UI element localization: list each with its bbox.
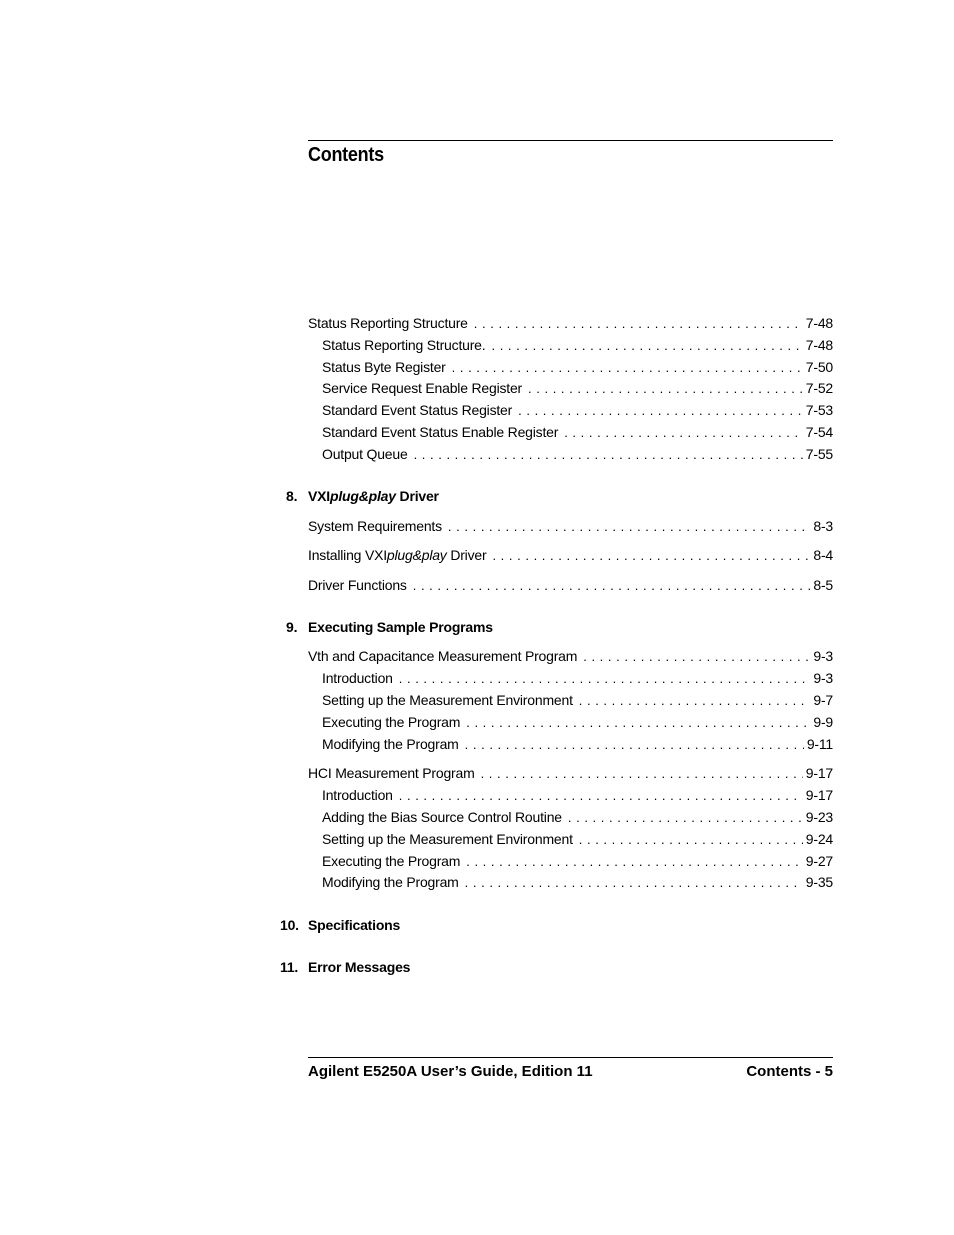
toc-entry-page: 8-5 bbox=[813, 577, 833, 593]
title-italic: plug&play bbox=[386, 547, 447, 563]
leader-dots bbox=[399, 786, 803, 806]
chapter-title: Error Messages bbox=[308, 959, 411, 975]
toc-entry-title: Status Reporting Structure bbox=[308, 315, 468, 331]
toc-entry-title: Output Queue bbox=[322, 446, 408, 462]
toc-entry-page: 7-53 bbox=[805, 402, 833, 418]
toc-entry-page: 9-24 bbox=[805, 831, 833, 847]
toc-entry-title: Service Request Enable Register bbox=[322, 380, 523, 396]
toc-entry-title: Modifying the Program bbox=[322, 874, 459, 890]
toc-entry-title: Status Reporting Structure. bbox=[322, 337, 486, 353]
toc-entry[interactable] bbox=[322, 872, 833, 892]
toc-entry-title: Standard Event Status Enable Register bbox=[322, 424, 559, 440]
leader-dots bbox=[528, 379, 803, 399]
chapter-title-italic: plug&play bbox=[329, 488, 396, 504]
leader-dots bbox=[583, 647, 810, 667]
toc-entry-page: 9-17 bbox=[805, 787, 833, 803]
title-prefix: Installing VXI bbox=[308, 547, 387, 563]
leader-dots bbox=[399, 669, 811, 689]
toc-entry-page: 7-52 bbox=[805, 380, 833, 396]
toc-entry-title: Introduction bbox=[322, 787, 393, 803]
toc-entry[interactable] bbox=[308, 545, 833, 565]
toc-entry-title: Setting up the Measurement Environment bbox=[322, 692, 573, 708]
toc-entry-title: Executing the Program bbox=[322, 714, 461, 730]
chapter-number: 8. bbox=[286, 488, 298, 504]
toc-entry-page: 7-50 bbox=[805, 359, 833, 375]
toc-entry-page: 9-35 bbox=[805, 874, 833, 890]
toc-entry-title: Vth and Capacitance Measurement Program bbox=[308, 648, 578, 664]
leader-dots bbox=[414, 445, 803, 465]
toc-entry-page: 8-3 bbox=[813, 518, 833, 534]
chapter-title-prefix: VXI bbox=[308, 488, 330, 504]
toc-entry-title: Standard Event Status Register bbox=[322, 402, 513, 418]
toc-entry[interactable] bbox=[308, 646, 833, 666]
chapter-heading[interactable] bbox=[286, 486, 439, 506]
toc-entry-title: Adding the Bias Source Control Routine bbox=[322, 809, 562, 825]
footer-document-title: Agilent E5250A User’s Guide, Edition 11 bbox=[308, 1063, 593, 1080]
toc-entry-title: Executing the Program bbox=[322, 853, 461, 869]
toc-entry-page: 9-11 bbox=[806, 736, 833, 752]
leader-dots bbox=[481, 764, 803, 784]
toc-entry[interactable] bbox=[322, 712, 833, 732]
toc-entry[interactable] bbox=[322, 690, 833, 710]
toc-entry-title: Introduction bbox=[322, 670, 393, 686]
toc-entry-page: 7-48 bbox=[805, 315, 833, 331]
leader-dots bbox=[466, 713, 810, 733]
toc-entry[interactable] bbox=[322, 422, 833, 442]
toc-entry[interactable] bbox=[322, 829, 833, 849]
toc-entry-page: 7-55 bbox=[805, 446, 833, 462]
toc-entry-page: 7-48 bbox=[805, 337, 833, 353]
leader-dots bbox=[579, 691, 811, 711]
toc-entry[interactable] bbox=[308, 763, 833, 783]
footer-page-number: Contents - 5 bbox=[746, 1063, 833, 1080]
toc-entry-page: 9-3 bbox=[813, 670, 833, 686]
leader-dots bbox=[452, 358, 803, 378]
toc-entry-page: 8-4 bbox=[813, 547, 833, 563]
chapter-title: Executing Sample Programs bbox=[308, 619, 493, 635]
leader-dots bbox=[492, 546, 810, 566]
chapter-title-suffix: Driver bbox=[395, 488, 439, 504]
toc-entry-title: Setting up the Measurement Environment bbox=[322, 831, 573, 847]
title-suffix: Driver bbox=[446, 547, 487, 563]
toc-entry[interactable] bbox=[322, 357, 833, 377]
leader-dots bbox=[448, 517, 810, 537]
toc-entry[interactable] bbox=[322, 378, 833, 398]
toc-entry-page: 7-54 bbox=[805, 424, 833, 440]
leader-dots bbox=[491, 336, 802, 356]
leader-dots bbox=[466, 852, 803, 872]
toc-entry[interactable] bbox=[308, 516, 833, 536]
toc-entry[interactable] bbox=[322, 851, 833, 871]
toc-entry-page: 9-17 bbox=[805, 765, 833, 781]
toc-entry-page: 9-27 bbox=[805, 853, 833, 869]
toc-entry-page: 9-9 bbox=[813, 714, 833, 730]
chapter-number: 10. bbox=[280, 917, 299, 933]
leader-dots bbox=[564, 423, 803, 443]
toc-entry[interactable] bbox=[322, 785, 833, 805]
chapter-number: 11. bbox=[280, 959, 299, 975]
header-rule bbox=[308, 140, 833, 141]
leader-dots bbox=[579, 830, 803, 850]
leader-dots bbox=[413, 576, 811, 596]
toc-entry-title: Driver Functions bbox=[308, 577, 407, 593]
toc-entry-title: System Requirements bbox=[308, 518, 442, 534]
chapter-heading[interactable] bbox=[286, 617, 493, 637]
chapter-heading[interactable] bbox=[280, 957, 411, 977]
leader-dots bbox=[518, 401, 803, 421]
chapter-heading[interactable] bbox=[280, 915, 401, 935]
leader-dots bbox=[474, 314, 803, 334]
toc-entry-title: HCI Measurement Program bbox=[308, 765, 475, 781]
toc-entry-page: 9-3 bbox=[813, 648, 833, 664]
chapter-title: Specifications bbox=[308, 917, 401, 933]
toc-entry[interactable] bbox=[308, 313, 833, 333]
chapter-number: 9. bbox=[286, 619, 298, 635]
toc-entry[interactable] bbox=[322, 734, 833, 754]
toc-entry-page: 9-7 bbox=[813, 692, 833, 708]
leader-dots bbox=[465, 873, 803, 893]
toc-entry-page: 9-23 bbox=[805, 809, 833, 825]
leader-dots bbox=[465, 735, 804, 755]
toc-entry[interactable] bbox=[308, 575, 833, 595]
toc-entry-title: Status Byte Register bbox=[322, 359, 446, 375]
page-title: Contents bbox=[308, 144, 384, 166]
toc-entry-title bbox=[308, 545, 492, 565]
toc-entry-title: Modifying the Program bbox=[322, 736, 459, 752]
footer-rule bbox=[308, 1057, 833, 1058]
toc-entry[interactable] bbox=[322, 400, 833, 420]
leader-dots bbox=[568, 808, 803, 828]
toc-entry[interactable] bbox=[322, 807, 833, 827]
toc-entry[interactable] bbox=[322, 444, 833, 464]
toc-entry[interactable] bbox=[322, 668, 833, 688]
toc-entry[interactable] bbox=[322, 335, 833, 355]
